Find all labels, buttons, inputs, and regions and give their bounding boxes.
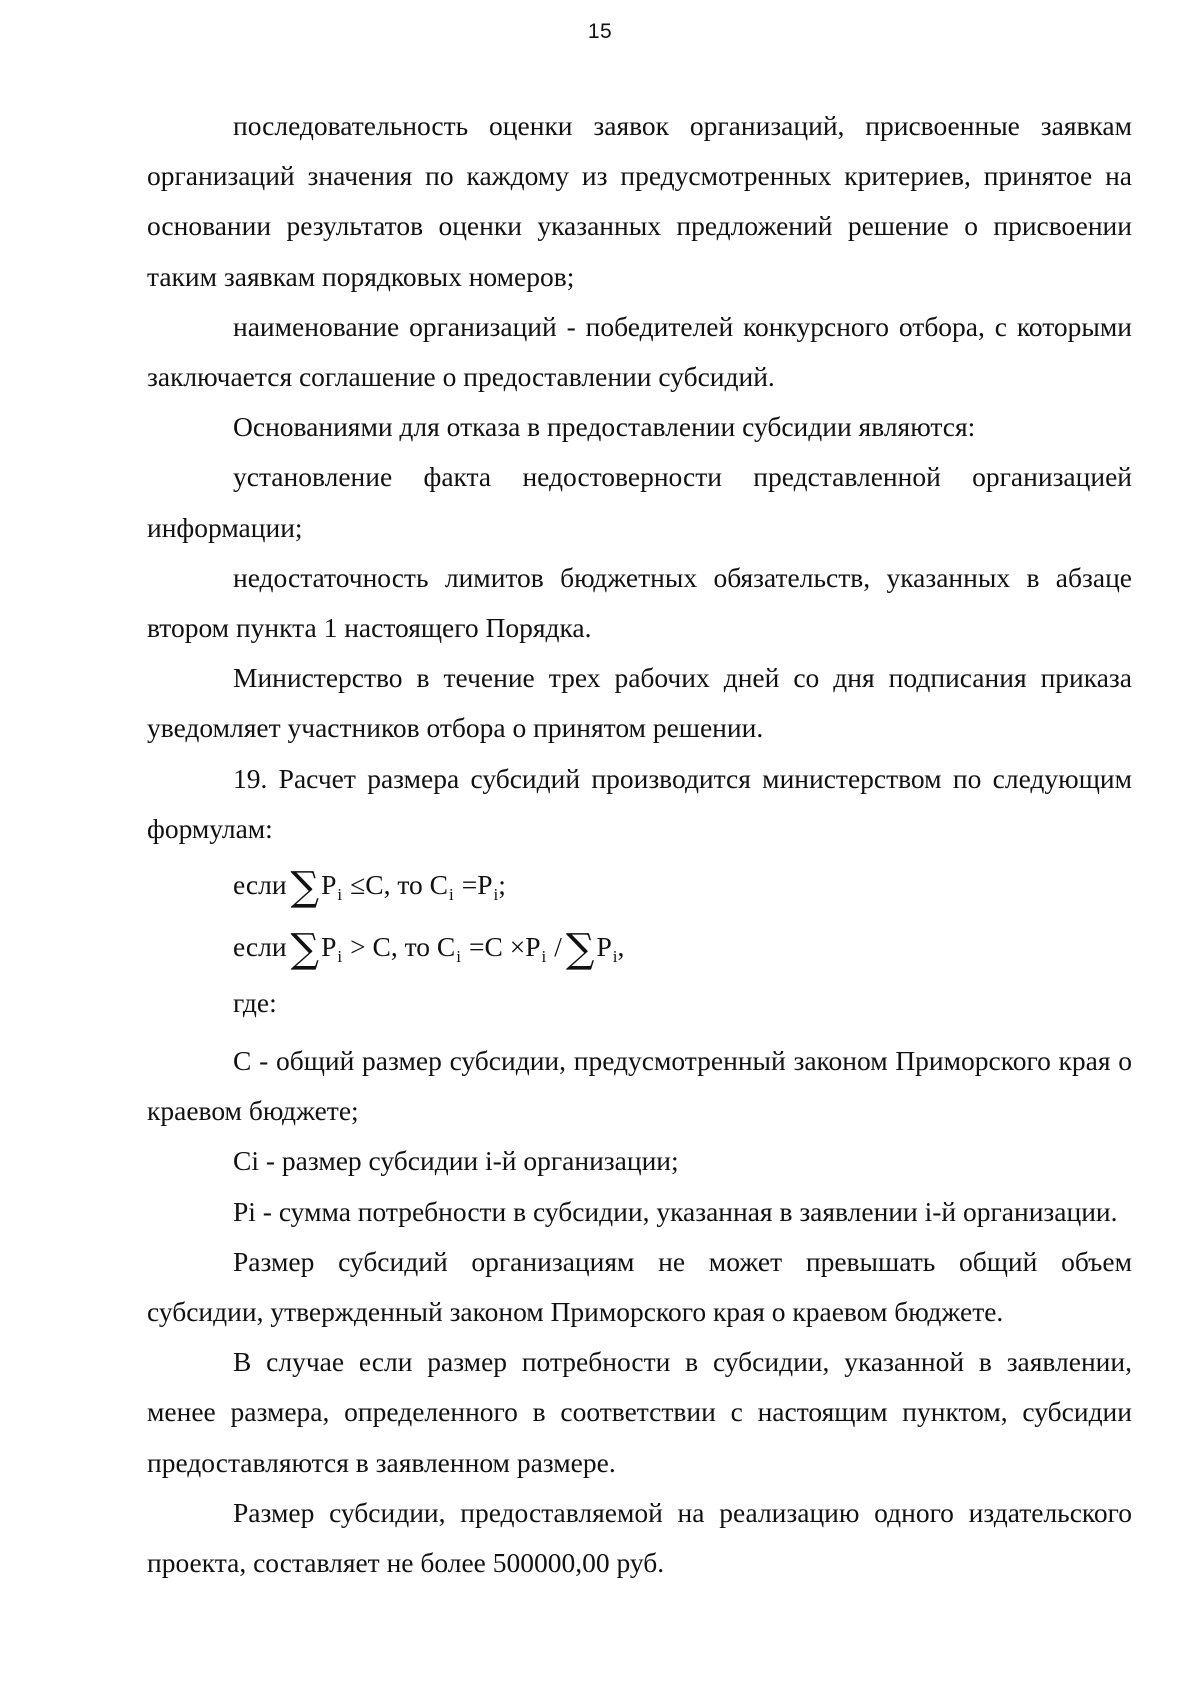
sum-symbol: ∑	[565, 926, 595, 973]
formula-2-p: P	[321, 931, 337, 963]
formula-1-end: ;	[498, 869, 506, 901]
formula-1-equals: =P	[461, 869, 493, 901]
formula-1-index-c: i	[448, 885, 454, 905]
definition-c: С - общий размер субсидии, предусмотренный законом Приморского края о краевом бюджете;	[147, 1045, 1132, 1127]
formula-2-index-p: i	[541, 947, 547, 967]
formula-2-index-denominator: i	[612, 947, 618, 967]
formula-2-p-denominator: P	[596, 931, 612, 963]
formula-2-end: ,	[617, 931, 625, 963]
where-label: где:	[233, 987, 277, 1019]
paragraph-refusal-grounds: Основаниями для отказа в предоставлении субсидии являются:	[233, 411, 976, 443]
page-number: 15	[587, 20, 613, 43]
formula-2-prefix: если	[233, 931, 287, 963]
formula-1-prefix: если	[233, 869, 287, 901]
formula-1-index-p: i	[493, 885, 499, 905]
formula-2-condition: > C, то C	[350, 931, 456, 963]
formula-2-index: i	[337, 947, 343, 967]
definition-ci: Сi - размер субсидии i-й организации;	[233, 1145, 679, 1177]
paragraph-requested-amount: В случае если размер потребности в субсидии, указанной в заявлении, менее размера, определенного в соответствии с настоящим пунктом, субсидии предоставляются в заявленном размере.	[147, 1346, 1132, 1478]
formula-1-condition: ≤C, то C	[350, 869, 448, 901]
formula-1-index: i	[337, 885, 343, 905]
formula-1-p: P	[321, 869, 337, 901]
paragraph-false-information: установление факта недостоверности представленной организацией информации;	[147, 461, 1132, 543]
paragraph-max-per-project: Размер субсидии, предоставляемой на реализацию одного издательского проекта, составляет не более 500000,00 руб.	[147, 1496, 1132, 1579]
definition-pi: Pi - сумма потребности в субсидии, указанная в заявлении i-й организации.	[233, 1195, 1118, 1227]
formula-1	[147, 854, 1132, 916]
sum-symbol: ∑	[290, 864, 320, 911]
document-body	[147, 101, 1132, 1588]
paragraph-winners-name: наименование организаций - победителей конкурсного отбора, с которыми заключается соглашение о предоставлении субсидий.	[147, 310, 1132, 393]
formula-2-equals: =C ×P	[468, 931, 541, 963]
paragraph-evaluation-sequence: последовательность оценки заявок организаций, присвоенные заявкам организаций значения по каждому из предусмотренных критериев, принятое на основании результатов оценки указанных предложений решение о присвоении таким заявкам порядковых номеров;	[147, 110, 1132, 292]
formula-2-index-c: i	[456, 947, 461, 967]
formula-2-slash: /	[554, 931, 562, 963]
paragraph-ministry-notice: Министерство в течение трех рабочих дней со дня подписания приказа уведомляет участников отбора о принятом решении.	[147, 662, 1132, 744]
sum-symbol: ∑	[290, 926, 320, 973]
paragraph-insufficient-limits: недостаточность лимитов бюджетных обязательств, указанных в абзаце втором пункта 1 настоящего Порядка.	[147, 561, 1132, 644]
formula-2	[147, 916, 1132, 978]
paragraph-item-19: 19. Расчет размера субсидий производится министерством по следующим формулам:	[147, 762, 1132, 844]
paragraph-subsidy-limit: Размер субсидий организациям не может превышать общий объем субсидии, утвержденный законом Приморского края о краевом бюджете.	[147, 1245, 1132, 1328]
